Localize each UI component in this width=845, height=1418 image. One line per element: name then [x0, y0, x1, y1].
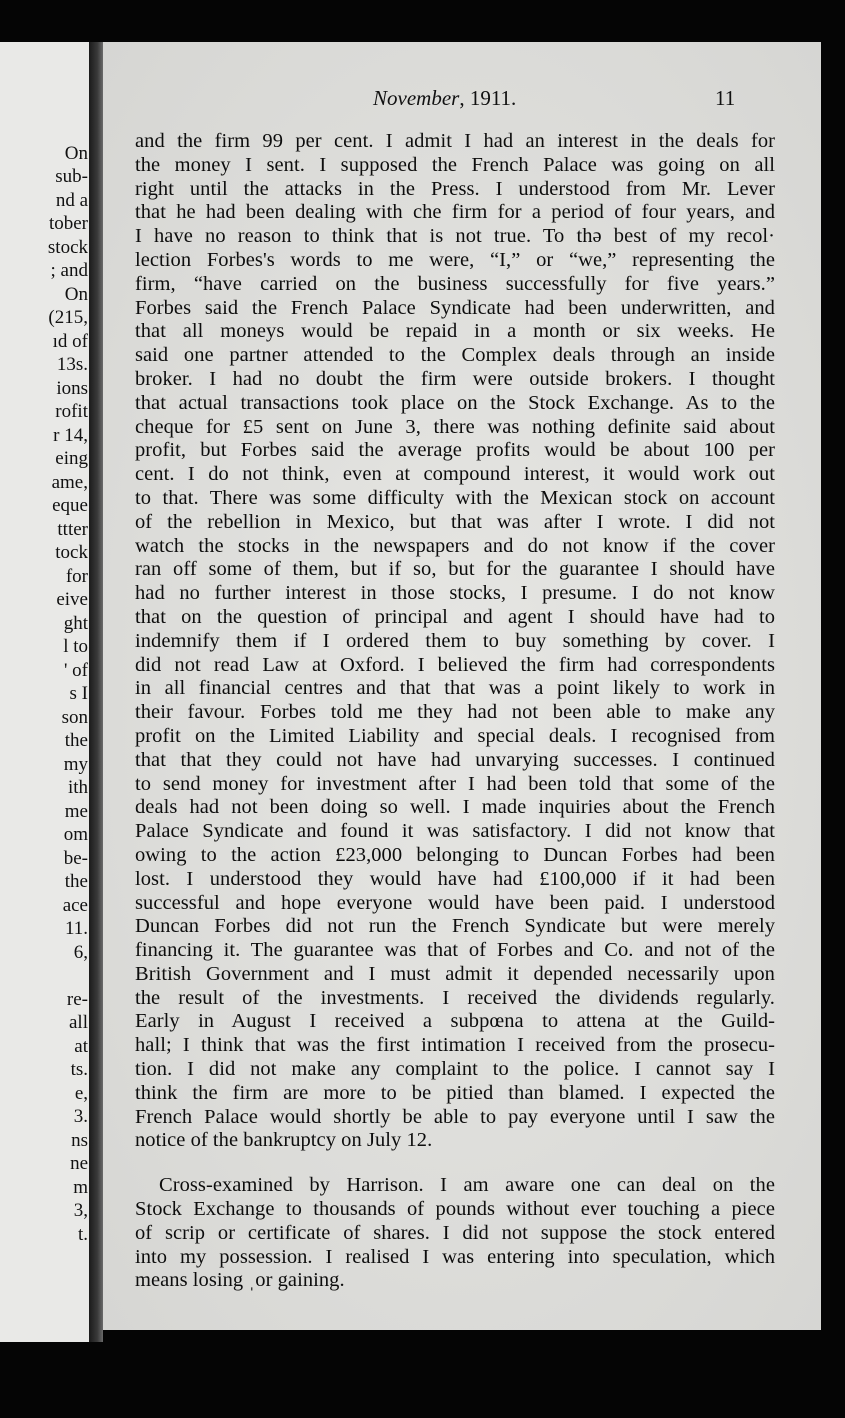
facing-page-line: the	[64, 871, 88, 892]
text-line: that he had been dealing with che firm for a period of four years, and	[135, 201, 775, 224]
text-line: I have no reason to think that is not true. To thə best of my recol·	[135, 225, 775, 248]
facing-page-line: nd a	[55, 190, 88, 211]
text-line: that actual transactions took place on the Stock Exchange. As to the	[135, 391, 775, 414]
text-line: Duncan Forbes did not run the French Syndicate but were merely	[135, 915, 775, 938]
facing-page-line: eque	[52, 495, 88, 516]
text-line: of scrip or certificate of shares. I did not suppose the stock entered	[135, 1221, 775, 1244]
facing-page-line: l to	[63, 636, 88, 657]
facing-page-line: m	[73, 1177, 88, 1198]
text-line: notice of the bankruptcy on July 12.	[135, 1129, 433, 1152]
facing-page-line: eing	[55, 448, 88, 469]
facing-page-line: ttter	[57, 519, 88, 540]
facing-page-line: ions	[56, 378, 88, 399]
paragraph-gap	[135, 1153, 775, 1174]
paragraph	[135, 1174, 775, 1293]
text-line: cent. I do not think, even at compound interest, it would work out	[135, 463, 775, 486]
text-line: financing it. The guarantee was that of Forbes and Co. and not of the	[135, 939, 775, 962]
facing-page-line: s I	[69, 683, 88, 704]
text-line: that that they could not have had unvarying successes. I continued	[135, 748, 775, 771]
text-line: to send money for investment after I had been told that some of the	[135, 772, 775, 795]
facing-page-line: 6,	[73, 942, 88, 963]
page-number: 11	[715, 86, 736, 110]
facing-page-line: tock	[55, 542, 88, 563]
text-line: did not read Law at Oxford. I believed the firm had correspondents	[135, 653, 775, 676]
text-line: broker. I had no doubt the firm were outside brokers. I thought	[135, 367, 775, 390]
text-line: Forbes said the French Palace Syndicate had been underwritten, and	[135, 296, 775, 319]
facing-page-line: ame,	[51, 472, 88, 493]
facing-page-line: at	[74, 1036, 88, 1057]
text-line: firm, “have carried on the business successfully for five years.”	[135, 272, 775, 295]
facing-page-line: om	[63, 824, 88, 845]
text-line: that all moneys would be repaid in a month or six weeks. He	[135, 320, 775, 343]
text-line: their favour. Forbes told me they had not been able to make any	[135, 701, 775, 724]
facing-page-line: 3.	[73, 1106, 88, 1127]
text-line: watch the stocks in the newspapers and do not know if the cover	[135, 534, 775, 557]
text-line: hall; I think that was the first intimation I received from the prosecu-	[135, 1034, 775, 1057]
facing-page-line: ght	[63, 613, 88, 634]
facing-page-line: e,	[74, 1083, 88, 1104]
facing-page-line: my	[63, 754, 88, 775]
facing-page-line: ıd of	[52, 331, 88, 352]
text-line: that on the question of principal and agent I should have had to	[135, 605, 775, 628]
facing-page-line: ns	[71, 1130, 88, 1151]
document-page	[103, 42, 821, 1330]
running-title-year: , 1911.	[459, 86, 517, 110]
text-line: right until the attacks in the Press. I understood from Mr. Lever	[135, 177, 775, 200]
facing-page-line: for	[65, 566, 88, 587]
text-line: tion. I did not make any complaint to the police. I cannot say I	[135, 1058, 775, 1081]
text-line: French Palace would shortly be able to pay everyone until I saw the	[135, 1105, 775, 1128]
text-line: think the firm are more to be pitied than blamed. I expected the	[135, 1081, 775, 1104]
text-line: Early in August I received a subpœna to attena at the Guild-	[135, 1010, 775, 1033]
text-line: ran off some of them, but if so, but for the guarantee I should have	[135, 558, 775, 581]
text-line: Palace Syndicate and found it was satisfactory. I did not know that	[135, 820, 775, 843]
body-text	[135, 130, 775, 1293]
text-line: lost. I understood they would have had £100,000 if it had been	[135, 867, 775, 890]
text-line: of the rebellion in Mexico, but that was after I wrote. I did not	[135, 510, 775, 533]
text-line: profit on the Limited Liability and special deals. I recognised from	[135, 724, 775, 747]
facing-page-line: ace	[62, 895, 88, 916]
running-head	[103, 86, 821, 116]
facing-page-fragment	[0, 42, 92, 1342]
text-line: owing to the action £23,000 belonging to Duncan Forbes had been	[135, 843, 775, 866]
paragraph	[135, 130, 775, 1153]
text-line: said one partner attended to the Complex deals through an inside	[135, 344, 775, 367]
book-gutter	[89, 42, 103, 1342]
facing-page-line: ts.	[70, 1059, 88, 1080]
facing-page-line: (215,	[48, 307, 88, 328]
text-line: to that. There was some difficulty with the Mexican stock on account	[135, 486, 775, 509]
text-line: into my possession. I realised I was entering into speculation, which	[135, 1245, 775, 1268]
text-line: means losing ˌor gaining.	[135, 1269, 345, 1292]
facing-page-line: 13s.	[56, 354, 88, 375]
facing-page-line: the	[64, 730, 88, 751]
facing-page-line: me	[64, 801, 88, 822]
text-line: the money I sent. I supposed the French Palace was going on all	[135, 153, 775, 176]
facing-page-line: 3,	[73, 1200, 88, 1221]
facing-page-line: tober	[48, 213, 88, 234]
text-line: lection Forbes's words to me were, “I,” or “we,” representing the	[135, 248, 775, 271]
facing-page-line: be-	[63, 848, 88, 869]
facing-page-line: ne	[70, 1153, 88, 1174]
facing-page-line: ' of	[63, 660, 88, 681]
facing-page-line: eive	[56, 589, 88, 610]
facing-page-line: son	[61, 707, 88, 728]
facing-page-line: all	[69, 1012, 88, 1033]
text-line: indemnify them if I ordered them to buy something by cover. I	[135, 629, 775, 652]
text-line: successful and hope everyone would have been paid. I understood	[135, 891, 775, 914]
text-line: Cross-examined by Harrison. I am aware one can deal on the	[159, 1174, 775, 1197]
facing-page-line: 11.	[64, 918, 88, 939]
facing-page-line: r 14,	[53, 425, 88, 446]
text-line: had no further interest in those stocks, I presume. I do not know	[135, 582, 775, 605]
text-line: and the firm 99 per cent. I admit I had an interest in the deals for	[135, 130, 775, 152]
facing-page-line: stock	[47, 237, 88, 258]
facing-page-line: ith	[67, 777, 88, 798]
facing-page-line: sub-	[55, 166, 88, 187]
text-line: the result of the investments. I received the dividends regularly.	[135, 986, 775, 1009]
running-title	[373, 86, 516, 111]
facing-page-line: rofit	[55, 401, 88, 422]
text-line: profit, but Forbes said the average profits would be about 100 per	[135, 439, 775, 462]
facing-page-line: re-	[66, 989, 88, 1010]
text-line: Stock Exchange to thousands of pounds without ever touching a piece	[135, 1198, 775, 1221]
text-line: cheque for £5 sent on June 3, there was nothing definite said about	[135, 415, 775, 438]
facing-page-line: On	[64, 143, 88, 164]
text-line: deals had not been doing so well. I made inquiries about the French	[135, 796, 775, 819]
facing-page-line: On	[64, 284, 88, 305]
facing-page-line: t.	[77, 1224, 88, 1245]
text-line: British Government and I must admit it depended necessarily upon	[135, 962, 775, 985]
text-line: in all financial centres and that that was a point likely to work in	[135, 677, 775, 700]
facing-page-line: ; and	[50, 260, 88, 281]
running-title-month: November	[373, 86, 460, 110]
